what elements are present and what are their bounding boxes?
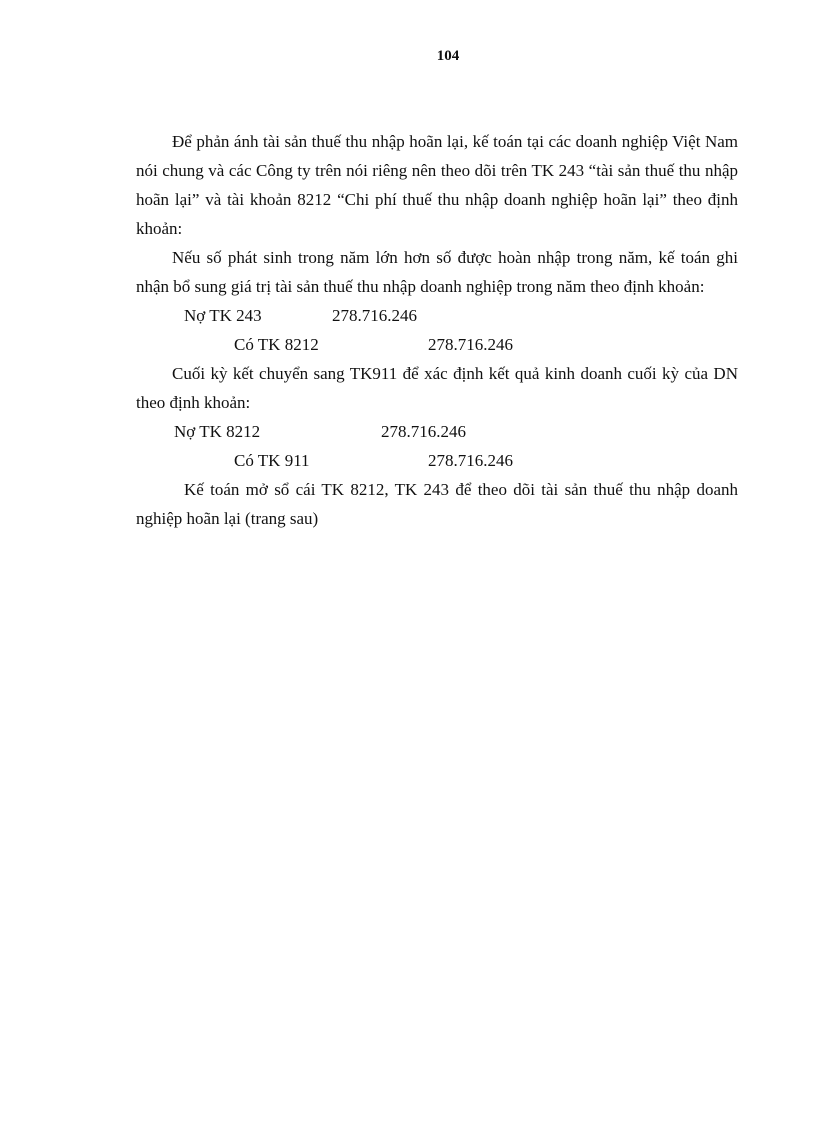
paragraph-ledger-note: Kế toán mở sổ cái TK 8212, TK 243 để theo dõi tài sản thuế thu nhập doanh nghiệp hoãn lại (trang sau) [136,480,738,528]
debit-account: Nợ TK 8212 [174,422,261,441]
credit-account: Có TK 8212 [234,335,319,354]
paragraph-additional-recognition: Nếu số phát sinh trong năm lớn hơn số được hoàn nhập trong năm, kế toán ghi nhận bổ sung giá trị tài sản thuế thu nhập doanh nghiệp trong năm theo định khoản: [136,248,738,296]
credit-account: Có TK 911 [234,451,310,470]
credit-amount: 278.716.246 [428,451,513,470]
debit-account: Nợ TK 243 [184,306,262,325]
document-body [136,127,738,533]
debit-amount: 278.716.246 [381,422,466,441]
credit-amount: 278.716.246 [428,335,513,354]
journal-entry-credit-line [136,446,738,475]
journal-entry-debit-line [136,417,738,446]
debit-amount: 278.716.246 [332,306,417,325]
page-number: 104 [436,48,460,64]
paragraph-period-end-transfer: Cuối kỳ kết chuyển sang TK911 để xác định kết quả kinh doanh cuối kỳ của DN theo định khoản: [136,364,738,412]
journal-entry-debit-line [136,301,738,330]
paragraph-deferred-tax-intro: Để phản ánh tài sản thuế thu nhập hoãn lại, kế toán tại các doanh nghiệp Việt Nam nói chung và các Công ty trên nói riêng nên theo dõi trên TK 243 “tài sản thuế thu nhập hoãn lại” và tài khoản 8212 “Chi phí thuế thu nhập doanh nghiệp hoãn lại” theo định khoản: [136,132,738,238]
journal-entry-credit-line [136,330,738,359]
